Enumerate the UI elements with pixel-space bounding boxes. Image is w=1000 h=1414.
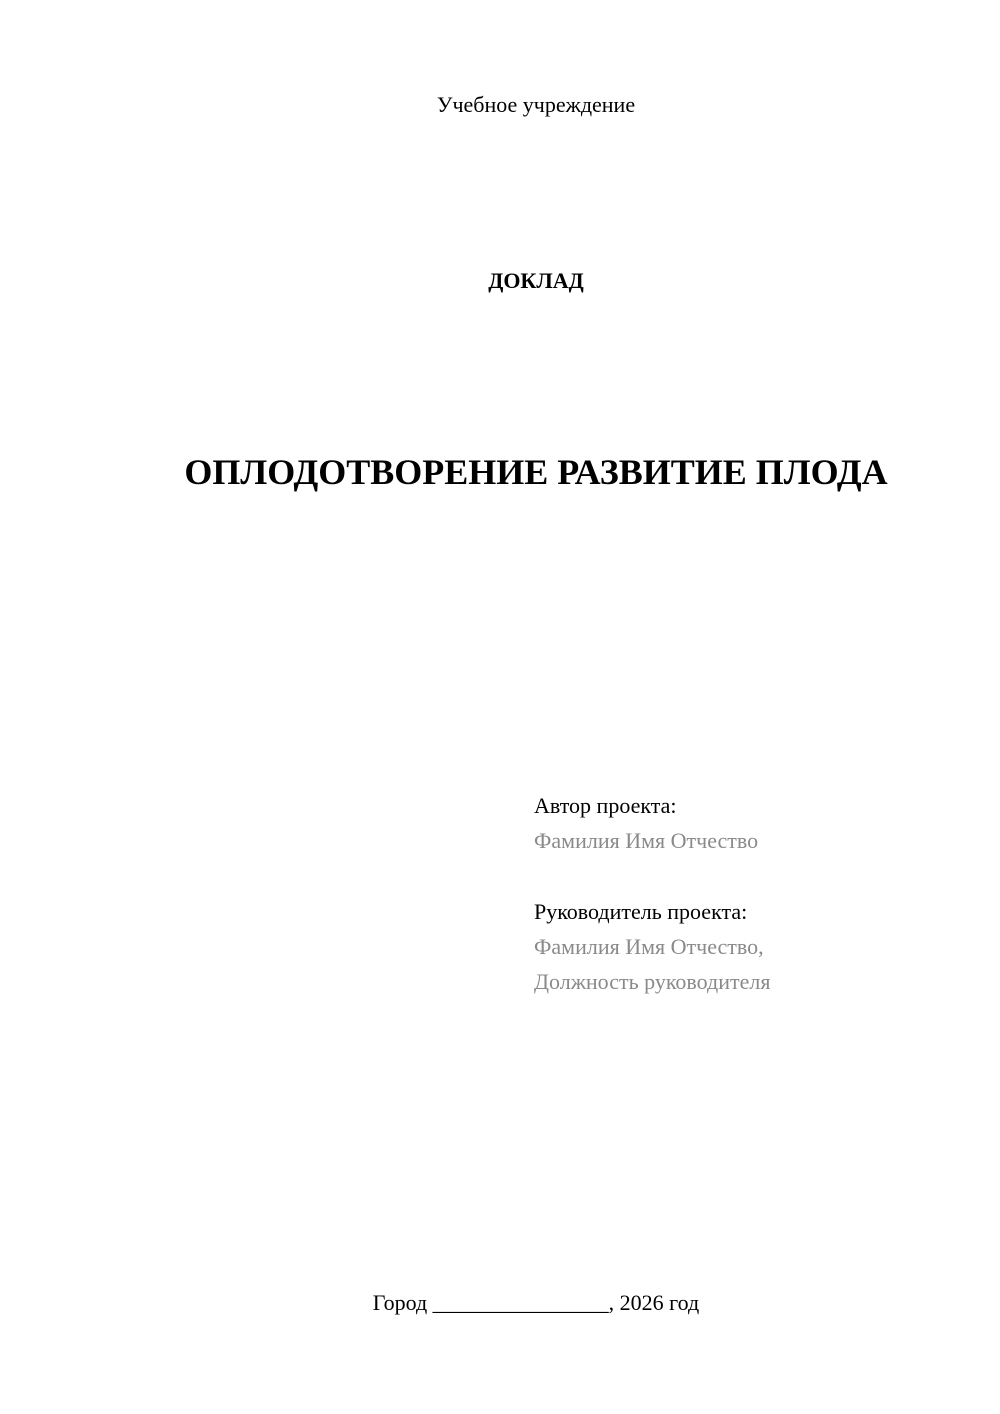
supervisor-name: Фамилия Имя Отчество,: [534, 934, 764, 959]
supervisor-label: Руководитель проекта:: [534, 899, 748, 924]
institution-name: Учебное учреждение: [436, 92, 636, 117]
author-label: Автор проекта:: [534, 793, 677, 818]
document-title: ОПЛОДОТВОРЕНИЕ РАЗВИТИЕ ПЛОДА: [184, 452, 888, 492]
credits-spacer: [534, 858, 974, 894]
credits-block: [534, 788, 974, 999]
author-name: Фамилия Имя Отчество: [534, 828, 759, 853]
supervisor-position: Должность руководителя: [534, 969, 771, 994]
city-year-footer: Город ________________, 2026 год: [372, 1290, 700, 1315]
document-type: ДОКЛАД: [488, 268, 584, 293]
